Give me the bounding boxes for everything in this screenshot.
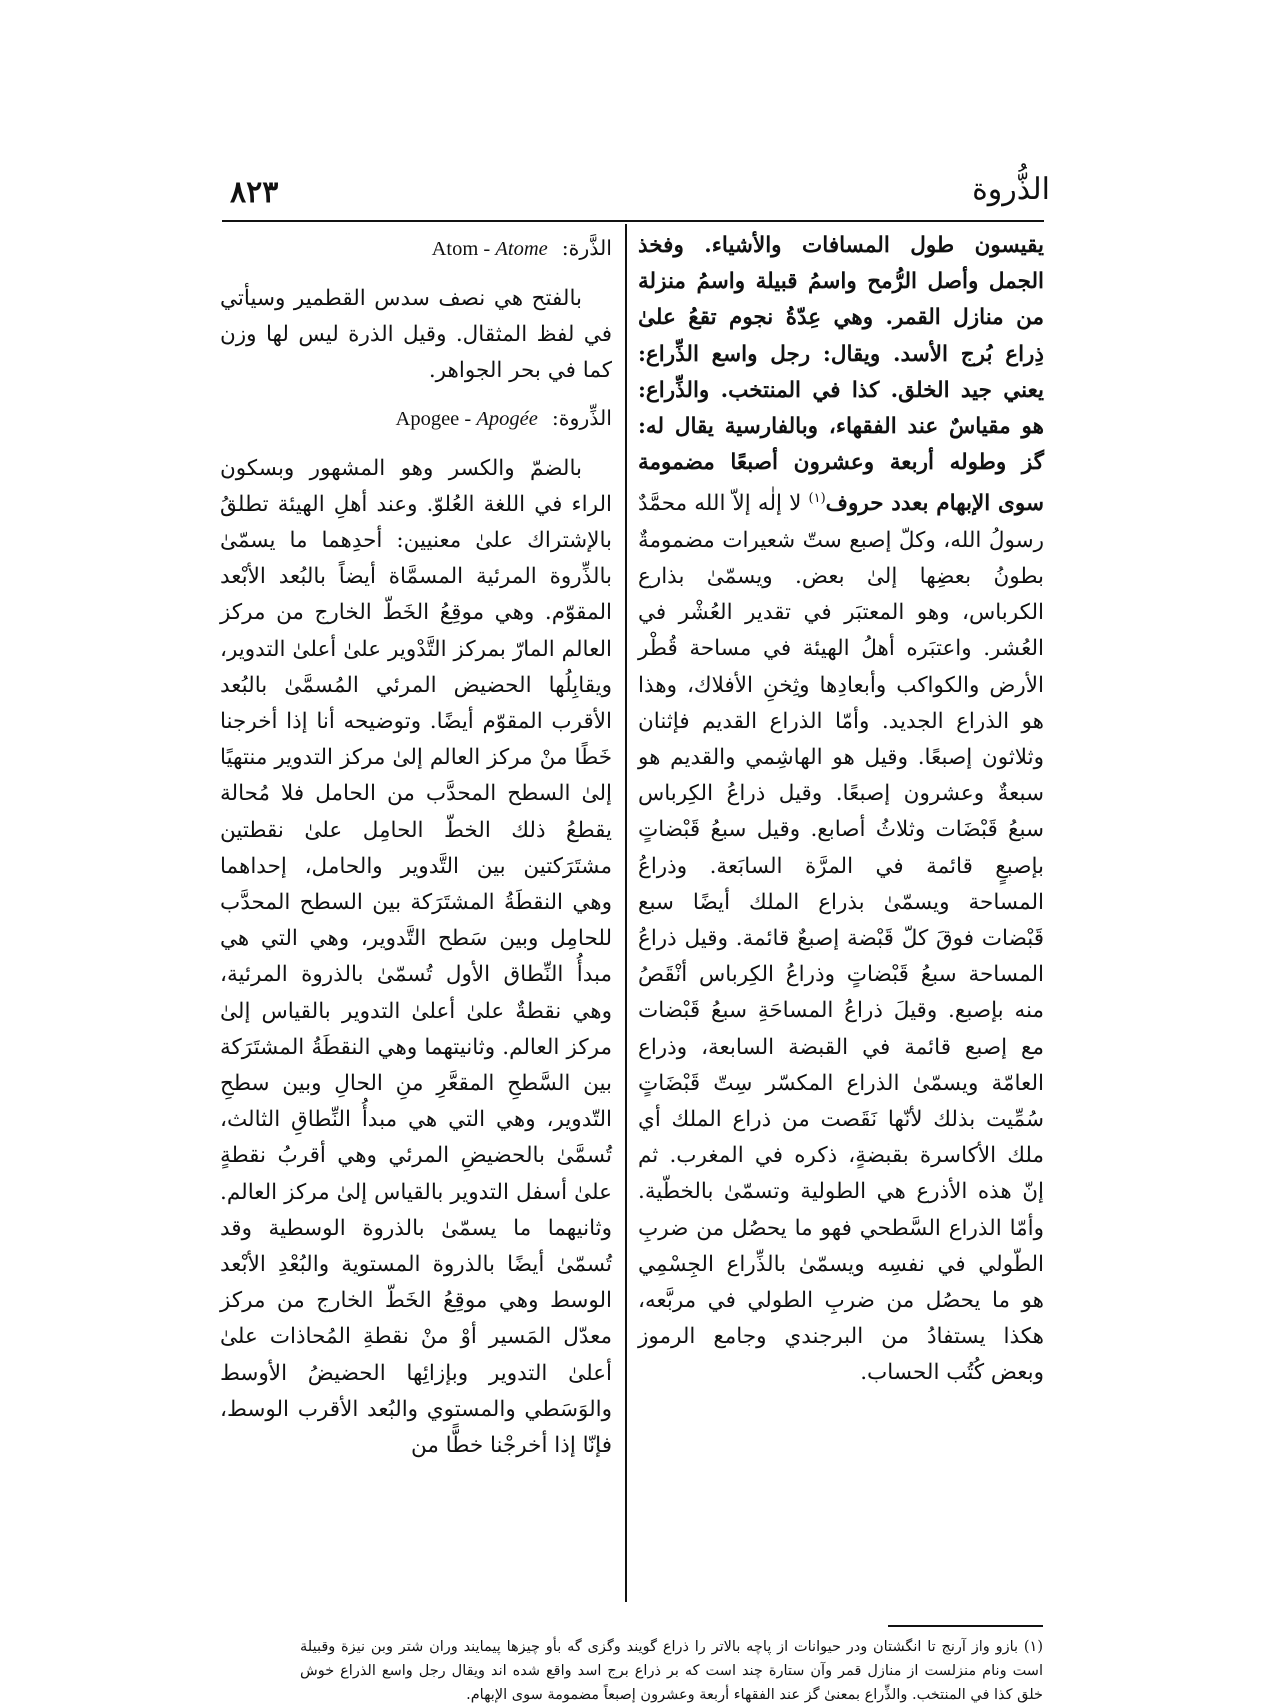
entry-term-english: Atom <box>431 238 479 260</box>
entry-body-apogee: بالضمّ والكسر وهو المشهور وبسكون الراء في اللغة العُلوّ. وعند أهلِ الهيئة تطلقُ بالإشتراك علىٰ معنيين: أحدِهما ما يسمّىٰ بالذِّروة المرئية المسمَّاة أيضاً بالبُعد الأبْعد المقوّم. وهي موقِعُ الخَطّ الخارج من مركز العالم المارّ بمركز التَّدْوير علىٰ أعلىٰ التدوير، ويقابِلُها الحضيض المرئي المُسمَّىٰ بالبُعد الأقرب المقوّم أيضًا. وتوضيحه أنا إذا أخرجنا خَطًا منْ مركز العالم إلىٰ مركز التدوير منتهيًا إلىٰ السطح المحدَّب من الحامل فلا مُحالة يقطعُ ذلك الخطّ الحامِل علىٰ نقطتين مشتَرَكتين بين التَّدوير والحامل، إحداهما وهي النقطَةُ المشتَرَكة بين السطح المحدَّب للحامِل وبين سَطح التَّدوير، وهي التي هي مبدأُ النِّطاق الأول تُسمّىٰ بالذروة المرئية، وهي نقطةٌ علىٰ أعلىٰ التدوير بالقياس إلىٰ مركز العالم. وثانيتهما وهي النقطَةُ المشتَرَكة بين السَّطحِ المقعَّرِ منِ الحالِ وبين سطحِ التّدوير، وهي التي هي مبدأُ النِّطاقِ الثالث، تُسمَّىٰ بالحضيضِ المرئي وهي أقربُ نقطةٍ علىٰ أسفل التدوير بالقياس إلىٰ مركز العالم. وثانيهما ما يسمّىٰ بالذروة الوسطية وقد تُسمّىٰ أيضًا بالذروة المستوية والبُعْدِ الأبْعد الوسط وهي موقِعُ الخَطّ الخارج من مركز معدّل المَسير أوْ منْ نقطةِ المُحاذات علىٰ أعلىٰ التدوير وبإزائِها الحضيضُ الأوسط والوَسَطي والمستوي والبُعد الأقرب الوسط، فإنّا إذا أخرجْنا خطًّا من <box>220 455 612 1459</box>
left-column <box>220 230 612 1474</box>
entry-heading-apogee <box>220 400 612 437</box>
entry-term-separator: - <box>478 238 496 260</box>
right-column <box>638 228 1044 1392</box>
running-head: الذُّروة <box>972 172 1050 207</box>
entry-term-latin <box>432 231 548 267</box>
entry-heading-atom <box>220 230 612 267</box>
footnote-text: بازو واز آرنج تا انگشتان ودر حيوانات از پاچه بالاتر را ذراع گويند وگزى گه بأو چيزها پيمايند وران شتر وبن نيزة وقبيلة است ونام منزلست از منازل قمر وآن ستارة چند است كه بر ذراع برج اسد واقع شده اند ويقال رجل واسع الذراع خوش خلق كذا في المنتخب. والذِّراع بمعنىٰ گز عند الفقهاء أربعة وعشرون إصبعاً مضمومة سوى الإبهام. <box>300 1639 1043 1703</box>
header-rule <box>222 220 1044 222</box>
footnote <box>300 1635 1043 1707</box>
footnote-marker: (١) <box>1023 1639 1043 1655</box>
entry-term-arabic: الذِّروة: <box>551 405 612 430</box>
right-column-bold-text: يقيسون طول المسافات والأشياء. وفخذ الجمل وأصل الرُّمح واسمُ قبيلة واسمُ منزلة من منازل القمر. وهي عِدّةُ نجوم تقعُ علىٰ ذِراع بُرج الأسد. ويقال: رجل واسع الذِّراع: يعني جيد الخلق. كذا في المنتخب. والذِّراع: هو مقياسٌ عند الفقهاء، وبالفارسية يقال له: گز وطوله أربعة وعشرون أصبعًا مضمومة سوى الإبهام بعدد حروف <box>638 233 1044 517</box>
footnote-rule <box>888 1625 1043 1627</box>
entry-term-english: Apogee <box>395 407 460 430</box>
entry-body-atom: بالفتح هي نصف سدس القطمير وسيأتي في لفظ المثقال. وقيل الذرة ليس لها وزن كما في بحر الجواهر. <box>220 286 612 384</box>
entry-term-separator: - <box>459 407 477 430</box>
page-number: ٨٢٣ <box>230 175 279 210</box>
entry-term-latin <box>396 401 538 437</box>
right-column-text: لا إلٰه إلاّ الله محمَّدٌ رسولُ الله، وكلّ إصبع ستّ شعيرات مضمومةٌ بطونُ بعضِها إلىٰ بعض. ويسمّىٰ بذارع الكرباس، وهو المعتبَر في تقدير العُشْر في العُشر. واعتبَره أهلُ الهيئة في مساحة قُطْر الأرض والكواكب وأبعادِها وثِخنِ الأفلاك، وهذا هو الذراع الجديد. وأمّا الذراع القديم فإثنان وثلاثون إصبعًا. وقيل هو الهاشِمي والقديم هو سبعةٌ وعشرون إصبعًا. وقيل ذراعُ الكِرباس سبعُ قَبْضَات وثلاثُ أصابع. وقيل سبعُ قَبْضاتٍ بإصبعٍ قائمة في المرَّة السابَعة. وذراعُ المساحة ويسمّىٰ بذراع الملك أيضًا سبع قَبْضات فوقَ كلّ قَبْضة إصبعٌ قائمة. وقيل ذراعُ المساحة سبعُ قَبْضاتٍ وذراعُ الكِرباس أنْقَصُ منه بإصبع. وقيلَ ذراعُ المساحَةِ سبعُ قَبْضات مع إصبع قائمة في القبضة السابعة، وذراع العامّة ويسمّىٰ الذراع المكسّر سِتّ قَبْضَاتٍ سُمِّيت بذلك لأنّها نَقَصت من ذراع الملك أي ملك الأكاسرة بقبضةٍ، ذكره في المغرب. ثم إنّ هذه الأذرع هي الطولية وتسمّىٰ بالخطّية. وأمّا الذراع السَّطحي فهو ما يحصُل من ضربِ الطّولي في نفسِه ويسمّىٰ بالذِّراع الجِسْمِي هو ما يحصُل من ضربِ الطولي في مربَّعه، هكذا يستفادُ من البرجندي وجامع الرموز وبعض كُتُب الحساب. <box>638 491 1044 1386</box>
entry-term-arabic: الذَّرة: <box>561 236 612 260</box>
footnote-reference: (١) <box>808 491 826 507</box>
entry-term-french: Atome <box>495 238 548 260</box>
entry-term-french: Apogée <box>476 407 538 430</box>
column-divider <box>625 224 627 1602</box>
